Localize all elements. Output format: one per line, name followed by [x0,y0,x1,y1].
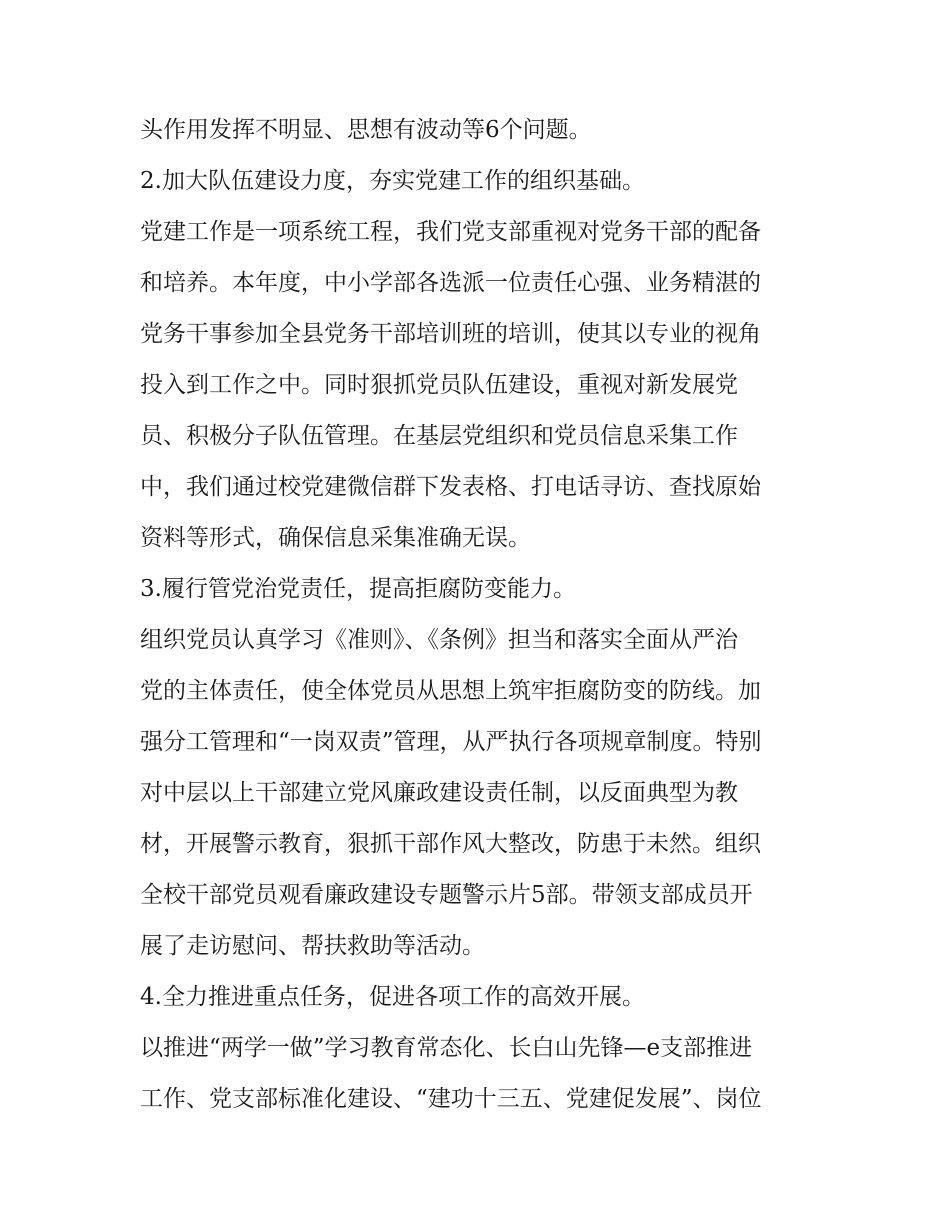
text-line: 党务干事参加全县党务干部培训班的培训，使其以专业的视角 [140,321,761,347]
text-line: 党建工作是一项系统工程，我们党支部重视对党务干部的配备 [140,219,761,245]
text-line: 材，开展警示教育，狠抓干部作风大整改，防患于未然。组织 [140,831,761,857]
text-line: 强分工管理和“一岗双责”管理，从严执行各项规章制度。特别 [140,729,762,755]
text-line: 中，我们通过校党建微信群下发表格、打电话寻访、查找原始 [140,474,761,500]
text-line: 展了走访慰问、帮扶救助等活动。 [140,933,485,959]
section-heading-3: 3.履行管党治党责任，提高拒腐防变能力。 [140,576,576,602]
text-line: 头作用发挥不明显、思想有波动等6个问题。 [140,117,592,143]
text-line: 党的主体责任，使全体党员从思想上筑牢拒腐防变的防线。加 [140,678,761,704]
text-line: 员、积极分子队伍管理。在基层党组织和党员信息采集工作 [140,423,738,449]
text-line: 工作、党支部标准化建设、“建功十三五、党建促发展”、岗位 [140,1086,762,1112]
section-heading-4: 4.全力推进重点任务，促进各项工作的高效开展。 [140,984,645,1010]
text-line: 以推进“两学一做”学习教育常态化、长白山先锋—e支部推进 [140,1035,753,1061]
text-line: 对中层以上干部建立党风廉政建设责任制，以反面典型为教 [140,780,738,806]
text-line: 和培养。本年度，中小学部各选派一位责任心强、业务精湛的 [140,270,761,296]
text-line: 资料等形式，确保信息采集准确无误。 [140,525,531,551]
text-line: 组织党员认真学习《准则》、《条例》担当和落实全面从严治 [140,627,738,653]
text-line: 全校干部党员观看廉政建设专题警示片5部。带领支部成员开 [140,882,753,908]
document-body [140,105,815,1125]
section-heading-2: 2.加大队伍建设力度，夯实党建工作的组织基础。 [140,168,645,194]
text-line: 投入到工作之中。同时狠抓党员队伍建设，重视对新发展党 [140,372,738,398]
